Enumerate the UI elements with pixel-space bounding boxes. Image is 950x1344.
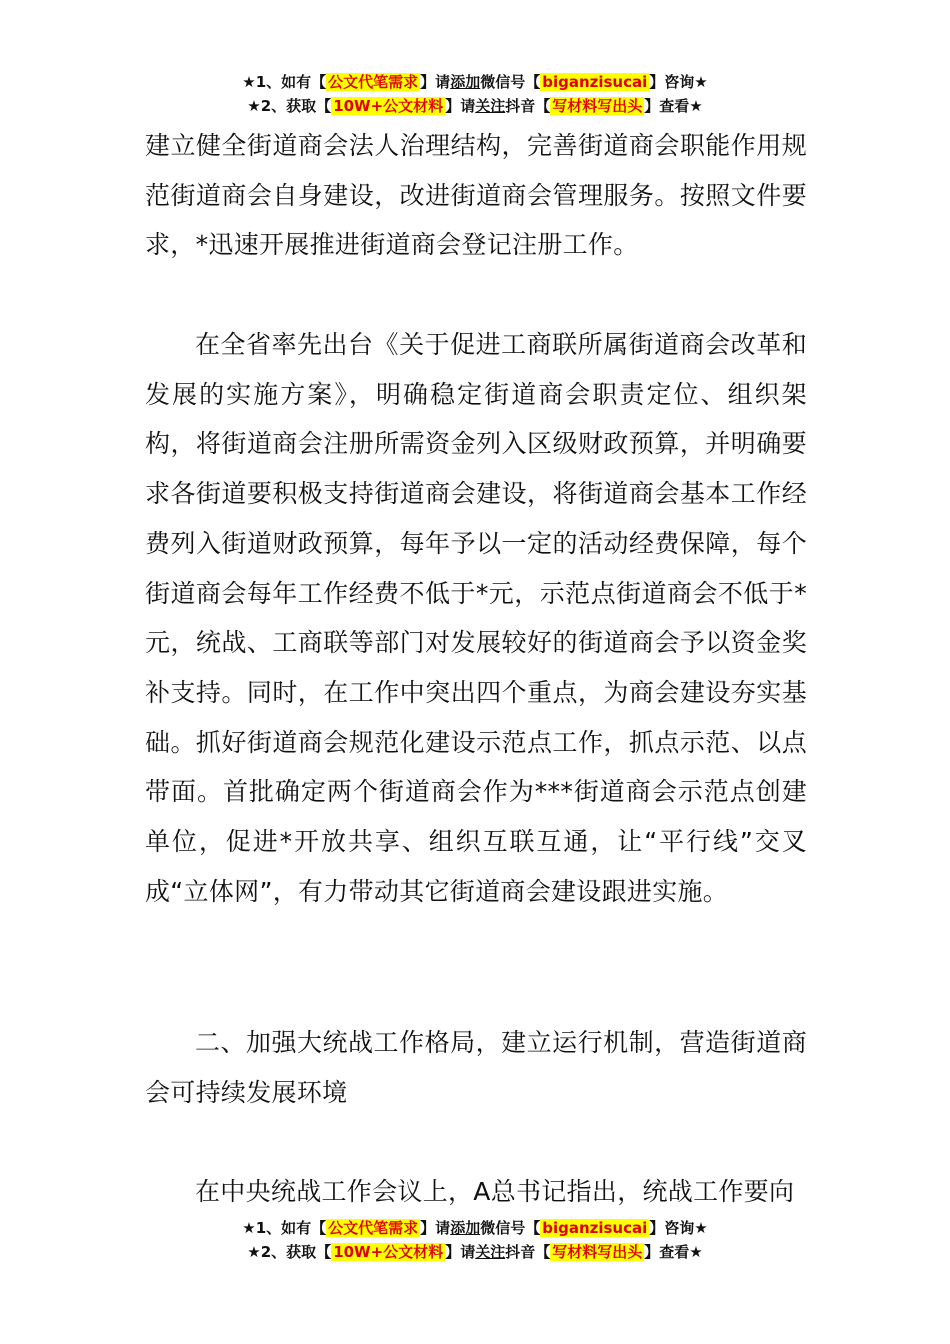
paragraph-text: 建立健全街道商会法人治理结构，完善街道商会职能作用规范街道商会自身建设，改进街道商会管理服务。按照文件要求，*迅速开展推进街道商会登记注册工作。	[145, 131, 807, 260]
banner-highlight: 10W+公文材料	[333, 1243, 444, 1261]
paragraph-2	[145, 320, 807, 916]
banner-text: ★1、如有【	[242, 73, 327, 91]
banner-underline: 关注	[475, 97, 506, 115]
banner-underline: 关注	[475, 1243, 506, 1261]
banner-text: 】请	[420, 1219, 451, 1237]
banner-highlight: 公文代笔需求	[328, 1219, 419, 1237]
paragraph-1	[145, 121, 807, 270]
banner-underline: 添加	[450, 1219, 481, 1237]
banner-text: ★2、获取【	[247, 1243, 332, 1261]
banner-highlight: biganzisucai	[542, 1219, 648, 1237]
banner-text: 微信号【	[480, 73, 541, 91]
footer-banner	[0, 1216, 950, 1264]
banner-highlight: 写材料写出头	[552, 97, 643, 115]
banner-highlight: biganzisucai	[542, 73, 648, 91]
banner-highlight: 写材料写出头	[552, 1243, 643, 1261]
banner-text: 抖音【	[505, 97, 551, 115]
banner-text: 】咨询★	[649, 1219, 708, 1237]
header-banner	[0, 70, 950, 118]
banner-line-2	[0, 94, 950, 118]
paragraph-4	[145, 1167, 807, 1217]
banner-text: 】查看★	[644, 97, 703, 115]
banner-text: 】请	[420, 73, 451, 91]
banner-text: 】咨询★	[649, 73, 708, 91]
paragraph-text: 二、加强大统战工作格局，建立运行机制，营造街道商会可持续发展环境	[145, 1028, 807, 1107]
banner-text: ★2、获取【	[247, 97, 332, 115]
banner-underline: 添加	[450, 73, 481, 91]
paragraph-text: 在全省率先出台《关于促进工商联所属街道商会改革和发展的实施方案》，明确稳定街道商会职责定位、组织架构，将街道商会注册所需资金列入区级财政预算，并明确要求各街道要积极支持街道商会建设，将街道商会基本工作经费列入街道财政预算，每年予以一定的活动经费保障，每个街道商会每年工作经费不低于*元，示范点街道商会不低于*元，统战、工商联等部门对发展较好的街道商会予以资金奖补支持。同时，在工作中突出四个重点，为商会建设夯实基础。抓好街道商会规范化建设示范点工作，抓点示范、以点带面。首批确定两个街道商会作为***街道商会示范点创建单位，促进*开放共享、组织互联互通，让“平行线”交叉成“立体网”，有力带动其它街道商会建设跟进实施。	[145, 330, 807, 906]
banner-text: 抖音【	[505, 1243, 551, 1261]
banner-line-1	[0, 1216, 950, 1240]
banner-text: 微信号【	[480, 1219, 541, 1237]
banner-line-1	[0, 70, 950, 94]
banner-highlight: 10W+公文材料	[333, 97, 444, 115]
banner-text: ★1、如有【	[242, 1219, 327, 1237]
banner-text: 】请	[445, 97, 476, 115]
banner-line-2	[0, 1240, 950, 1264]
banner-text: 】请	[445, 1243, 476, 1261]
section-heading	[145, 1018, 807, 1117]
paragraph-text: 在中央统战工作会议上，A总书记指出，统战工作要向	[195, 1177, 795, 1206]
banner-text: 】查看★	[644, 1243, 703, 1261]
banner-highlight: 公文代笔需求	[328, 73, 419, 91]
